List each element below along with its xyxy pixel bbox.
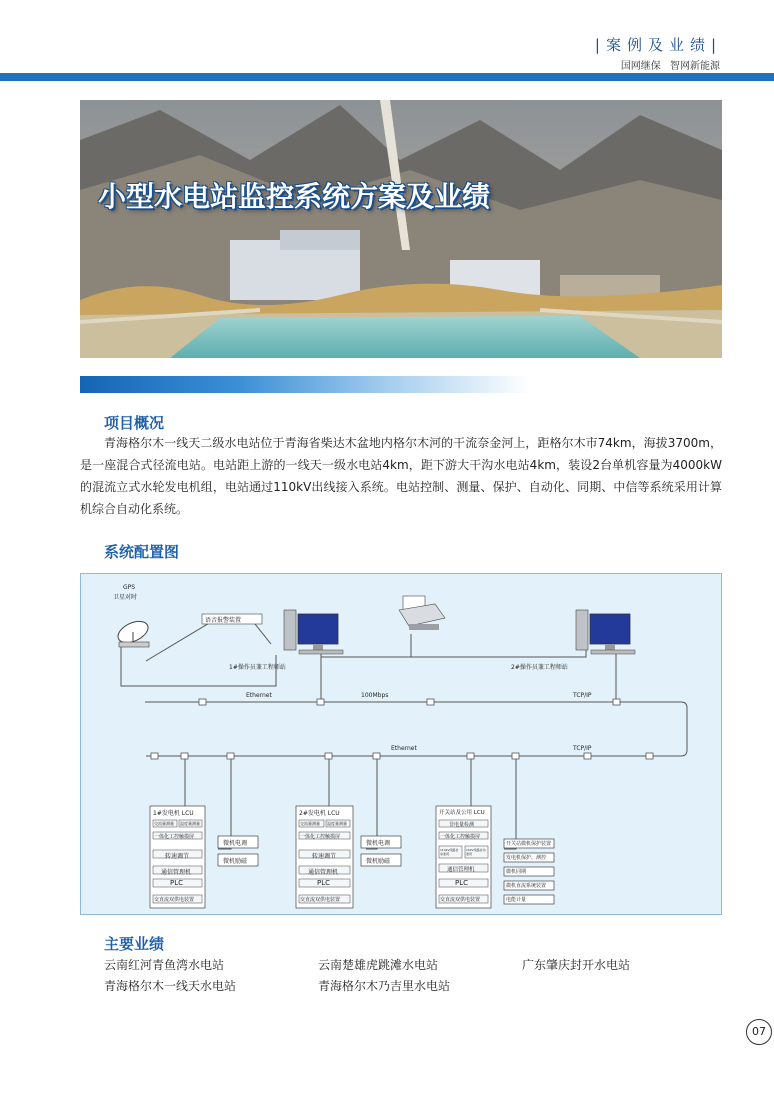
lcu2-power: 交直流双供电装置 xyxy=(300,897,341,903)
net2-ethernet-label: Ethernet xyxy=(391,745,417,752)
gps-label: GPS xyxy=(123,584,136,591)
lcu2-temp-measure: 温度量测量 xyxy=(327,821,347,826)
lcu1-touchscreen: 一体化工控触摸屏 xyxy=(154,834,195,840)
lcu3-energy-metering: 电能计量 xyxy=(506,897,527,903)
diagram-heading: 系统配置图 xyxy=(104,543,180,561)
lcu1-plc: PLC xyxy=(170,879,184,887)
header-subtitle: 国网继保 智网新能源 xyxy=(620,61,720,72)
printer-icon xyxy=(399,596,445,630)
overview-text: 青海格尔木一线天二级水电站位于青海省柴达木盆地内格尔木河的干流奈金河上，距格尔木市74km，海拔3700m，是一座混合式径流电站。电站距上游的一线天一级水电站4km，距下游大干沟水电站4km，装设2台单机容量为4000kW的混流立式水轮发电机组，电站通过110kV出线接入系统。电站控制、测量、保护、自动化、同期、中信等系统采用计算机综合自动化系统。 xyxy=(80,436,722,516)
page-number: 07 xyxy=(746,1019,772,1045)
workstation-1-label: 1#操作员兼工程师站 xyxy=(229,664,286,671)
lcu1-governor: 微机电调 xyxy=(223,840,248,847)
lcu1-power: 交直流双供电装置 xyxy=(154,897,195,903)
works-item: 云南红河青鱼湾水电站 xyxy=(104,958,225,972)
net2-protocol-label: TCP/IP xyxy=(573,745,592,752)
computer-icon-2 xyxy=(576,610,635,654)
works-item: 青海格尔木一线天水电站 xyxy=(104,979,237,993)
header-title: |案例及业绩| xyxy=(594,36,722,54)
gps-sublabel: 卫星对时 xyxy=(113,594,138,601)
lcu3-touchscreen: 一体化工控触摸屏 xyxy=(440,834,481,840)
lcu2-excitation: 微机励磁 xyxy=(366,858,391,865)
lcu1-excitation: 微机励磁 xyxy=(223,858,248,865)
system-diagram xyxy=(80,573,722,915)
works-item: 青海格尔木乃吉里水电站 xyxy=(318,979,451,993)
lcu2-touchscreen: 一体化工控触摸屏 xyxy=(300,834,341,840)
lcu2-ac-measure: 交流量测量 xyxy=(300,821,320,826)
lcu3-power: 交直流双供电装置 xyxy=(440,897,481,903)
net1-protocol-label: TCP/IP xyxy=(573,692,592,699)
satellite-dish-icon xyxy=(115,617,152,647)
works-item: 云南楚雄虎跳滩水电站 xyxy=(318,958,439,972)
banner-photo xyxy=(80,100,722,358)
overview-heading: 项目概况 xyxy=(104,414,165,432)
lcu2-speed-control: 转速调节 xyxy=(312,853,337,860)
alarm-device-label: 语音报警装置 xyxy=(205,617,242,624)
lcu1-temp-measure: 温度量测量 xyxy=(180,821,200,826)
works-item: 广东肇庆封开水电站 xyxy=(522,958,631,972)
lcu2-comm-manager: 通信管理机 xyxy=(308,869,339,876)
lcu3-generator-protection: 发电机保护、测控 xyxy=(506,855,547,861)
lcu1-title: 1#发电机 LCU xyxy=(153,810,194,817)
lcu3-plc: PLC xyxy=(455,879,469,887)
lcu3-10kv-sync: 10kV线路自动准同 xyxy=(466,848,486,856)
lcu3-comm-manager: 通信管理机 xyxy=(447,867,475,873)
lcu1-speed-control: 转速调节 xyxy=(165,853,190,860)
banner-title: 小型水电站监控系统方案及业绩 xyxy=(98,180,491,213)
lcu1-ac-measure: 交流量测量 xyxy=(154,821,174,826)
header-bar xyxy=(0,73,774,81)
lcu1-comm-manager: 通信管理机 xyxy=(161,869,192,876)
computer-icon-1 xyxy=(284,610,343,654)
lcu3-dc-system: 微机直流系统装置 xyxy=(506,883,547,889)
workstation-2-label: 2#操作员兼工程师站 xyxy=(511,664,568,671)
section-divider-bar xyxy=(80,376,530,393)
net1-speed-label: 100Mbps xyxy=(361,692,389,699)
works-heading: 主要业绩 xyxy=(104,935,165,953)
lcu3-110kv-sync: 110kV线路自动准同 xyxy=(440,848,459,856)
lcu2-plc: PLC xyxy=(317,879,331,887)
lcu3-switchyard-protection: 开关站微机保护装置 xyxy=(506,841,552,847)
lcu3-title: 开关站及公用 LCU xyxy=(439,810,485,816)
net1-ethernet-label: Ethernet xyxy=(246,692,272,699)
lcu3-nonelectric: 非电量检测 xyxy=(449,822,475,828)
lcu3-sync: 微机同期 xyxy=(506,869,527,875)
lcu2-governor: 微机电调 xyxy=(366,840,391,847)
lcu2-title: 2#发电机 LCU xyxy=(299,810,340,817)
